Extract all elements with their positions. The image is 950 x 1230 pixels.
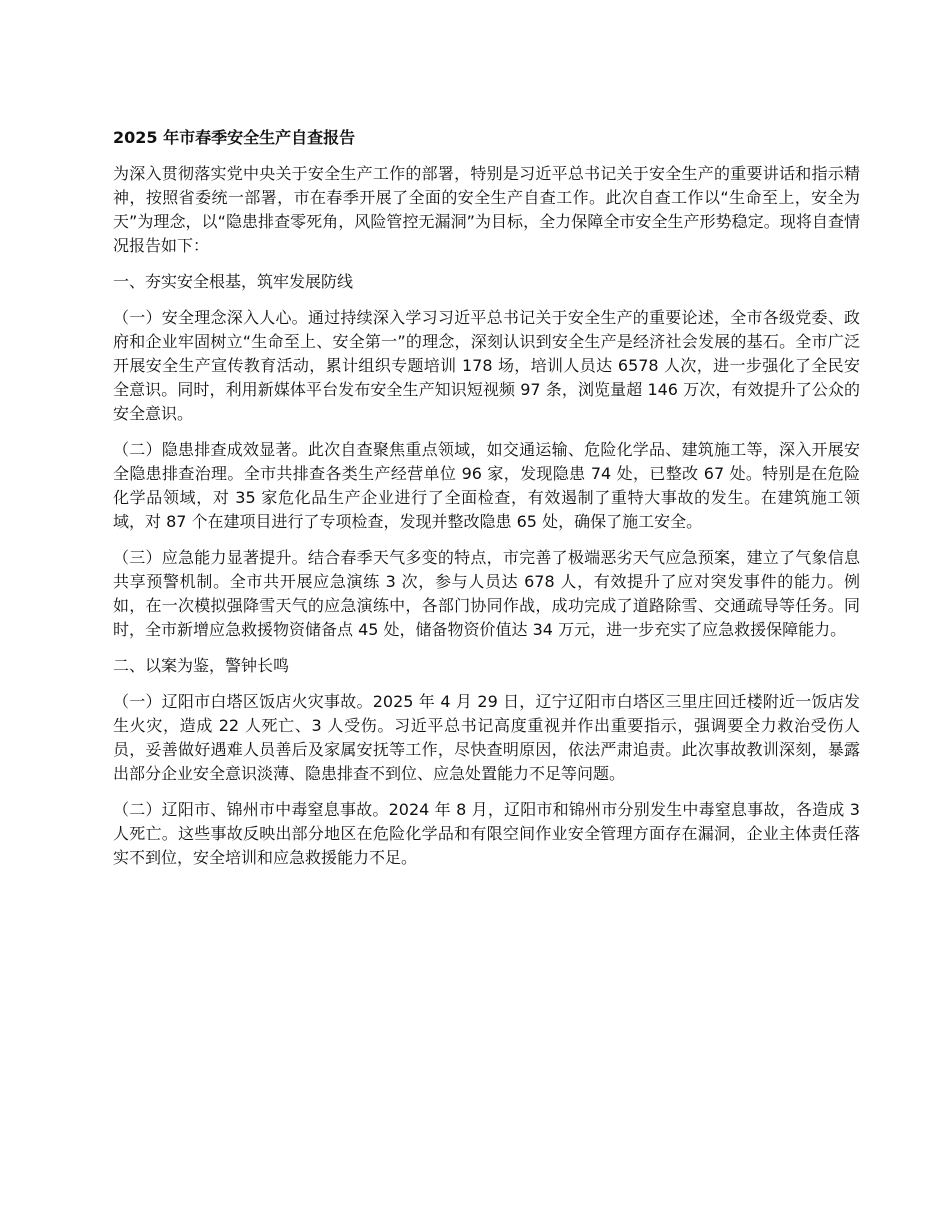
section-1-paragraph-1: （一）安全理念深入人心。通过持续深入学习习近平总书记关于安全生产的重要论述，全市各级党委、政府和企业牢固树立“生命至上、安全第一”的理念，深刻认识到安全生产是经济社会发展的基石。全市广泛开展安全生产宣传教育活动，累计组织专题培训 178 场，培训人员达 6578 人次，进一步强化了全民安全意识。同时，利用新媒体平台发布安全生产知识短视频 97 条，浏览量超 146 万次，有效提升了公众的安全意识。 xyxy=(113,308,860,423)
intro-paragraph: 为深入贯彻落实党中央关于安全生产工作的部署，特别是习近平总书记关于安全生产的重要讲话和指示精神，按照省委统一部署，市在春季开展了全面的安全生产自查工作。此次自查工作以“生命至上，安全为天”为理念，以“隐患排查零死角，风险管控无漏洞”为目标，全力保障全市安全生产形势稳定。现将自查情况报告如下： xyxy=(113,164,860,255)
section-1-paragraph-3: （三）应急能力显著提升。结合春季天气多变的特点，市完善了极端恶劣天气应急预案，建立了气象信息共享预警机制。全市共开展应急演练 3 次，参与人员达 678 人，有效提升了应对突发事件的能力。例如，在一次模拟强降雪天气的应急演练中，各部门协同作战，成功完成了道路除雪、交通疏导等任务。同时，全市新增应急救援物资储备点 45 处，储备物资价值达 34 万元，进一步充实了应急救援保障能力。 xyxy=(113,548,860,639)
section-1-heading: 一、夯实安全根基，筑牢发展防线 xyxy=(113,272,354,291)
section-2-heading: 二、以案为鉴，警钟长鸣 xyxy=(113,656,290,675)
document-page xyxy=(113,126,860,882)
section-2-paragraph-2: （二）辽阳市、锦州市中毒窒息事故。2024 年 8 月，辽阳市和锦州市分别发生中毒窒息事故，各造成 3 人死亡。这些事故反映出部分地区在危险化学品和有限空间作业安全管理方面存在漏洞，企业主体责任落实不到位，安全培训和应急救援能力不足。 xyxy=(113,800,860,867)
section-2-paragraph-1: （一）辽阳市白塔区饭店火灾事故。2025 年 4 月 29 日，辽宁辽阳市白塔区三里庄回迁楼附近一饭店发生火灾，造成 22 人死亡、3 人受伤。习近平总书记高度重视并作出重要指示，强调要全力救治受伤人员，妥善做好遇难人员善后及家属安抚等工作，尽快查明原因，依法严肃追责。此次事故教训深刻，暴露出部分企业安全意识淡薄、隐患排查不到位、应急处置能力不足等问题。 xyxy=(113,692,860,783)
section-1-paragraph-2: （二）隐患排查成效显著。此次自查聚焦重点领域，如交通运输、危险化学品、建筑施工等，深入开展安全隐患排查治理。全市共排查各类生产经营单位 96 家，发现隐患 74 处，已整改 67 处。特别是在危险化学品领域，对 35 家危化品生产企业进行了全面检查，有效遏制了重特大事故的发生。在建筑施工领域，对 87 个在建项目进行了专项检查，发现并整改隐患 65 处，确保了施工安全。 xyxy=(113,440,860,531)
document-title: 2025 年市春季安全生产自查报告 xyxy=(113,128,356,147)
